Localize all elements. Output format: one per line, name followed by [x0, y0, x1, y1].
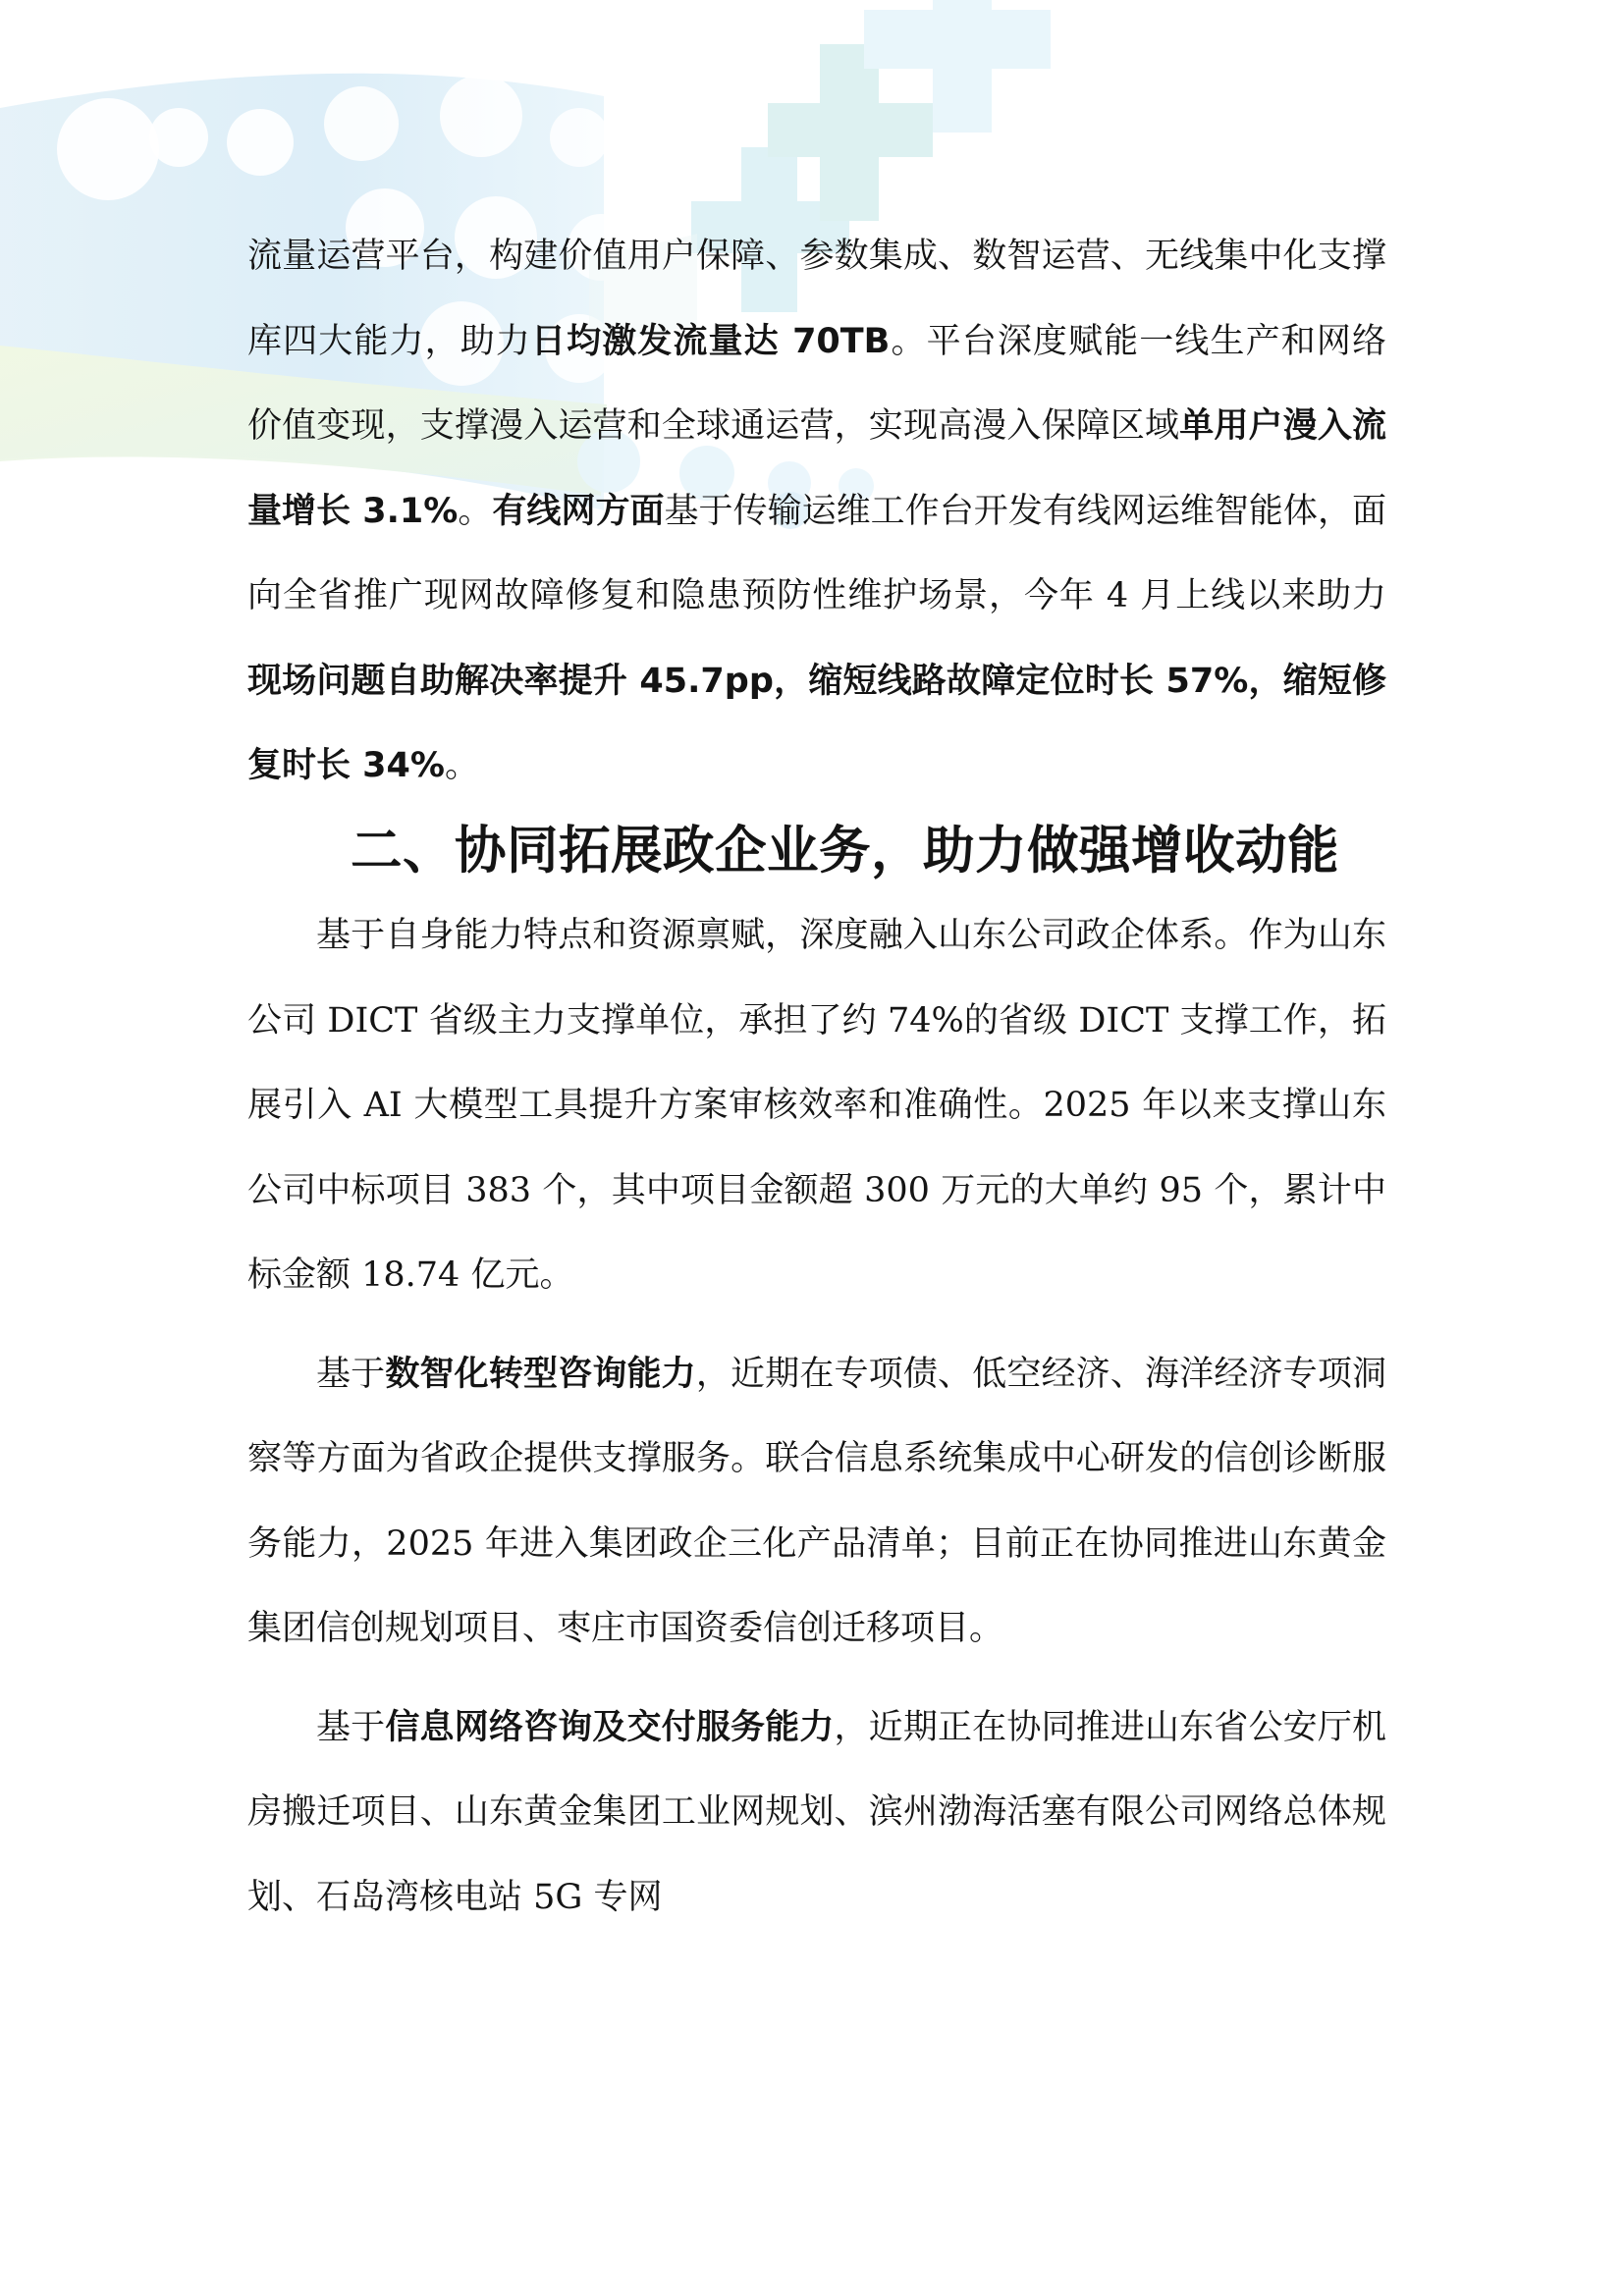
highlight-segment: 现场问题自助解决率提升 45.7pp，缩短线路故障定位时长 57%，缩短修复时长 34% [247, 661, 1386, 785]
text-segment: 流量运营平台，构建价值用户保障、参数集成、数智运营、无线集中化支撑库四大能力，助力 [247, 237, 1386, 361]
section-heading: 二、协同拓展政企业务，助力做强增收动能 [351, 820, 1340, 881]
text-segment: 。 [458, 491, 493, 531]
text-segment: ，近期正在协同推进山东省公安厅机房搬迁项目、山东黄金集团工业网规划、滨州渤海活塞有限公司网络总体规划、石岛湾核电站 5G 专网 [247, 1707, 1386, 1917]
highlight-segment: 有线网方面 [492, 491, 665, 531]
text-segment: 基于传输运维工作台开发有线网运维智能体，面向全省推广现网故障修复和隐患预防性维护场景，今年 4 月上线以来助力 [247, 491, 1386, 615]
paragraph-wireless-operations [247, 214, 1386, 809]
paragraph-digital-consulting [247, 1332, 1386, 1672]
highlight-segment: 单用户漫入流量增长 3.1% [247, 406, 1386, 531]
highlight-segment: 数智化转型咨询能力 [385, 1354, 696, 1394]
highlight-segment: 信息网络咨询及交付服务能力 [385, 1707, 835, 1747]
text-segment: 基于自身能力特点和资源禀赋，深度融入山东公司政企体系。作为山东公司 DICT 省级主力支撑单位，承担了约 74%的省级 DICT 支撑工作，拓展引入 AI 大模型工具提升方案审核效率和准确性。2025 年以来支撑山东公司中标项目 383 个，其中项目金额超 300 万元的大单约 95 个，累计中标金额 18.74 亿元。 [247, 916, 1386, 1295]
highlight-segment: 日均激发流量达 70TB [530, 321, 891, 361]
text-segment: 基于 [316, 1354, 386, 1394]
paragraph-enterprise-support [247, 893, 1386, 1318]
paragraph-network-consulting [247, 1685, 1386, 1941]
text-segment: 基于 [316, 1707, 386, 1747]
document-body [247, 214, 1386, 1940]
text-segment: ，近期在专项债、低空经济、海洋经济专项洞察等方面为省政企提供支撑服务。联合信息系统集成中心研发的信创诊断服务能力，2025 年进入集团政企三化产品清单；目前正在协同推进山东黄金集团信创规划项目、枣庄市国资委信创迁移项目。 [247, 1354, 1386, 1648]
text-segment: 。平台深度赋能一线生产和网络价值变现，支撑漫入运营和全球通运营，实现高漫入保障区域 [247, 321, 1386, 446]
text-segment: 。 [444, 746, 479, 785]
